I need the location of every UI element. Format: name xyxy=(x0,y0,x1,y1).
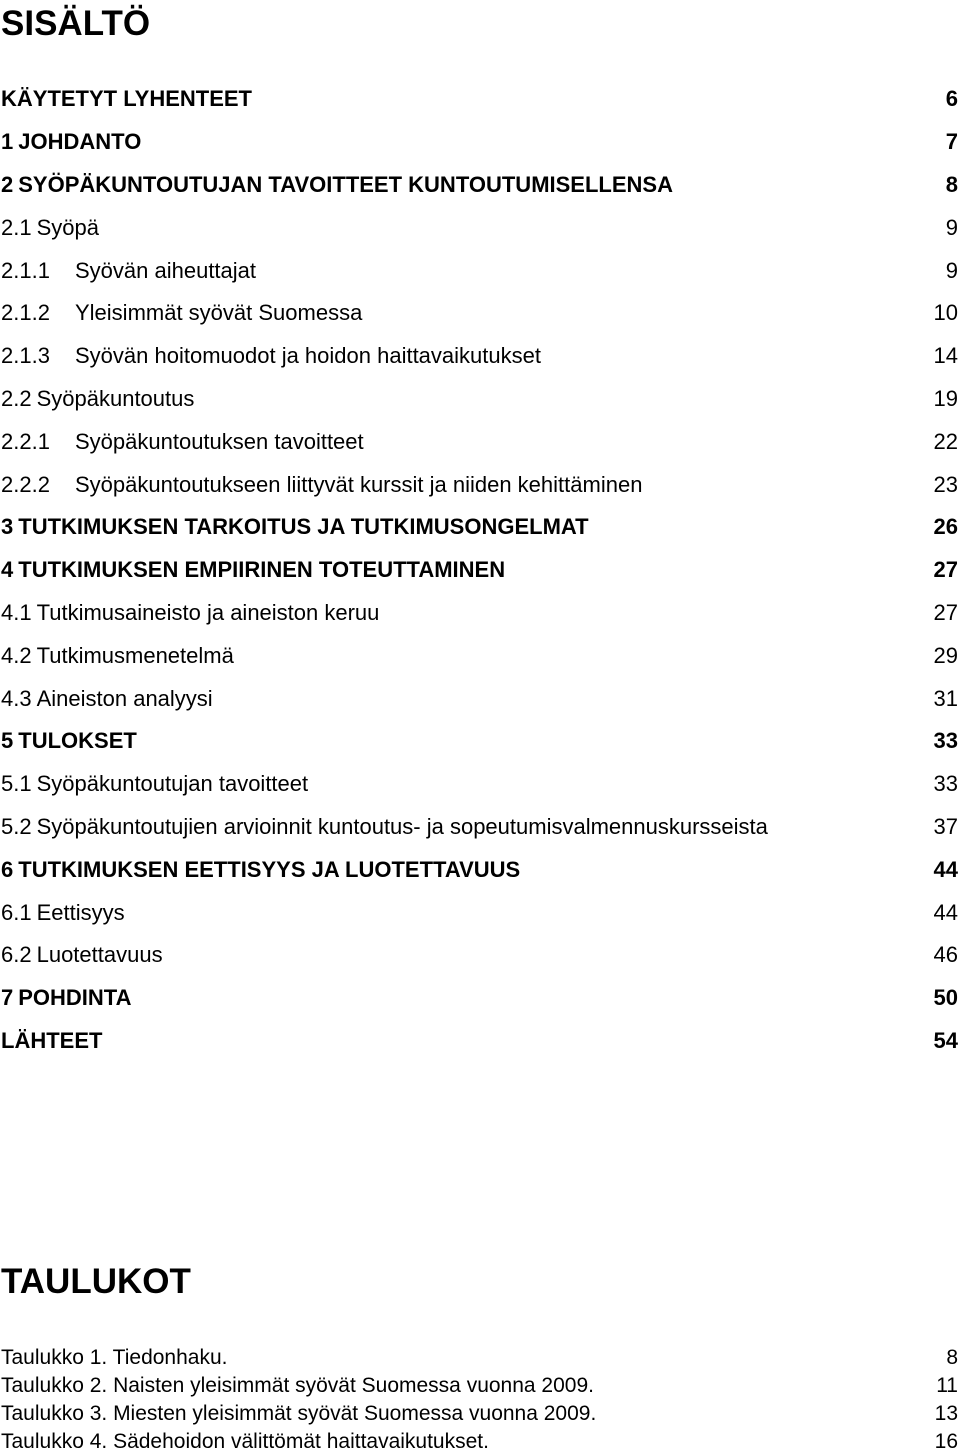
toc-entry-page: 27 xyxy=(933,557,958,582)
toc-entry-title: 4 TUTKIMUKSEN EMPIIRINEN TOTEUTTAMINEN xyxy=(1,557,506,582)
toc-entry-title: 2.1.3 Syövän hoitomuodot ja hoidon haittavaikutukset xyxy=(1,343,541,368)
toc-entry-title: 7 POHDINTA xyxy=(1,985,132,1010)
toc-entry-title: 4.1 Tutkimusaineisto ja aineiston keruu xyxy=(1,600,380,625)
toc-entry-page: 37 xyxy=(933,814,958,839)
toc-entry-page: 7 xyxy=(945,129,958,154)
toc-entry[interactable] xyxy=(1,812,958,842)
toc-entry-title: 4.3 Aineiston analyysi xyxy=(1,686,213,711)
toc-entry-title: 6.2 Luotettavuus xyxy=(1,942,163,967)
toc-entry[interactable] xyxy=(1,512,958,542)
toc-entry-page: 54 xyxy=(933,1028,958,1053)
toc-entry[interactable] xyxy=(1,384,958,414)
toc-entry[interactable] xyxy=(1,898,958,928)
toc-entry[interactable] xyxy=(1,769,958,799)
toc-entry-title: KÄYTETYT LYHENTEET xyxy=(1,86,252,111)
toc-entry-page: 44 xyxy=(933,900,958,925)
toc-entry-title: 2.2.2 Syöpäkuntoutukseen liittyvät kurssit ja niiden kehittäminen xyxy=(1,472,643,497)
toc-entry[interactable] xyxy=(1,1026,958,1056)
toc-entry[interactable] xyxy=(1,555,958,585)
table-list-entry-page: 16 xyxy=(934,1430,958,1453)
toc-entry-page: 29 xyxy=(933,643,958,668)
table-list-entry-page: 13 xyxy=(934,1402,958,1425)
toc-entry-title: 2.1.2 Yleisimmät syövät Suomessa xyxy=(1,300,363,325)
tables-heading: TAULUKOT xyxy=(1,1262,191,1301)
toc-entry-title: 3 TUTKIMUKSEN TARKOITUS JA TUTKIMUSONGELMAT xyxy=(1,514,589,539)
toc-entry-page: 10 xyxy=(933,300,958,325)
toc-entry-title: 5 TULOKSET xyxy=(1,728,137,753)
toc-entry-title: 2 SYÖPÄKUNTOUTUJAN TAVOITTEET KUNTOUTUMISELLENSA xyxy=(1,172,673,197)
toc-entry-title: 2.2.1 Syöpäkuntoutuksen tavoitteet xyxy=(1,429,364,454)
toc-entry-title: 5.1 Syöpäkuntoutujan tavoitteet xyxy=(1,771,309,796)
toc-entry-page: 6 xyxy=(945,86,958,111)
toc-entry[interactable] xyxy=(1,726,958,756)
table-list-entry-title: Taulukko 2. Naisten yleisimmät syövät Suomessa vuonna 2009. xyxy=(1,1374,594,1397)
table-list-entry-title: Taulukko 1. Tiedonhaku. xyxy=(1,1346,228,1369)
toc-entry-page: 19 xyxy=(933,386,958,411)
toc-entry[interactable] xyxy=(1,84,958,114)
toc-entry-page: 14 xyxy=(933,343,958,368)
toc-entry-page: 33 xyxy=(933,771,958,796)
toc-entry[interactable] xyxy=(1,341,958,371)
toc-entry[interactable] xyxy=(1,641,958,671)
toc-entry-page: 9 xyxy=(945,215,958,240)
table-list-entry[interactable] xyxy=(1,1344,958,1372)
toc-entry-page: 33 xyxy=(933,728,958,753)
toc-entry[interactable] xyxy=(1,170,958,200)
table-list-entry-page: 8 xyxy=(946,1346,958,1369)
toc-entry[interactable] xyxy=(1,855,958,885)
table-list-entry-title: Taulukko 3. Miesten yleisimmät syövät Suomessa vuonna 2009. xyxy=(1,1402,597,1425)
toc-entry-title: 1 JOHDANTO xyxy=(1,129,142,154)
toc-entry[interactable] xyxy=(1,940,958,970)
table-list-entry-page: 11 xyxy=(936,1374,958,1397)
toc-entry-page: 23 xyxy=(933,472,958,497)
toc-entry[interactable] xyxy=(1,127,958,157)
toc-entry-title: 6.1 Eettisyys xyxy=(1,900,125,925)
toc-entry[interactable] xyxy=(1,470,958,500)
toc-entry[interactable] xyxy=(1,427,958,457)
toc-heading: SISÄLTÖ xyxy=(1,4,151,43)
toc-entry-page: 44 xyxy=(933,857,958,882)
toc-entry-page: 26 xyxy=(933,514,958,539)
toc-entry-page: 46 xyxy=(933,942,958,967)
toc-entry-page: 27 xyxy=(933,600,958,625)
table-list-entry-title: Taulukko 4. Sädehoidon välittömät haittavaikutukset. xyxy=(1,1430,489,1453)
toc-entry[interactable] xyxy=(1,256,958,286)
table-list-entry[interactable] xyxy=(1,1372,958,1400)
toc-entry-title: 6 TUTKIMUKSEN EETTISYYS JA LUOTETTAVUUS xyxy=(1,857,521,882)
table-list-entry[interactable] xyxy=(1,1400,958,1428)
toc-entry-page: 50 xyxy=(933,985,958,1010)
toc-entry-title: 2.2 Syöpäkuntoutus xyxy=(1,386,195,411)
toc-entry-page: 31 xyxy=(933,686,958,711)
toc-entry-title: 5.2 Syöpäkuntoutujien arvioinnit kuntoutus- ja sopeutumisvalmennuskursseista xyxy=(1,814,768,839)
toc-entry-title: LÄHTEET xyxy=(1,1028,103,1053)
toc-entry-title: 2.1.1 Syövän aiheuttajat xyxy=(1,258,257,283)
table-list-entry[interactable] xyxy=(1,1428,958,1456)
toc-entry-page: 22 xyxy=(933,429,958,454)
toc-entry[interactable] xyxy=(1,983,958,1013)
toc-entry[interactable] xyxy=(1,598,958,628)
toc-entry-page: 8 xyxy=(945,172,958,197)
toc-entry-title: 2.1 Syöpä xyxy=(1,215,99,240)
toc-entry-title: 4.2 Tutkimusmenetelmä xyxy=(1,643,234,668)
toc-entry-page: 9 xyxy=(945,258,958,283)
toc-entry[interactable] xyxy=(1,213,958,243)
toc-entry[interactable] xyxy=(1,298,958,328)
toc-entry[interactable] xyxy=(1,684,958,714)
